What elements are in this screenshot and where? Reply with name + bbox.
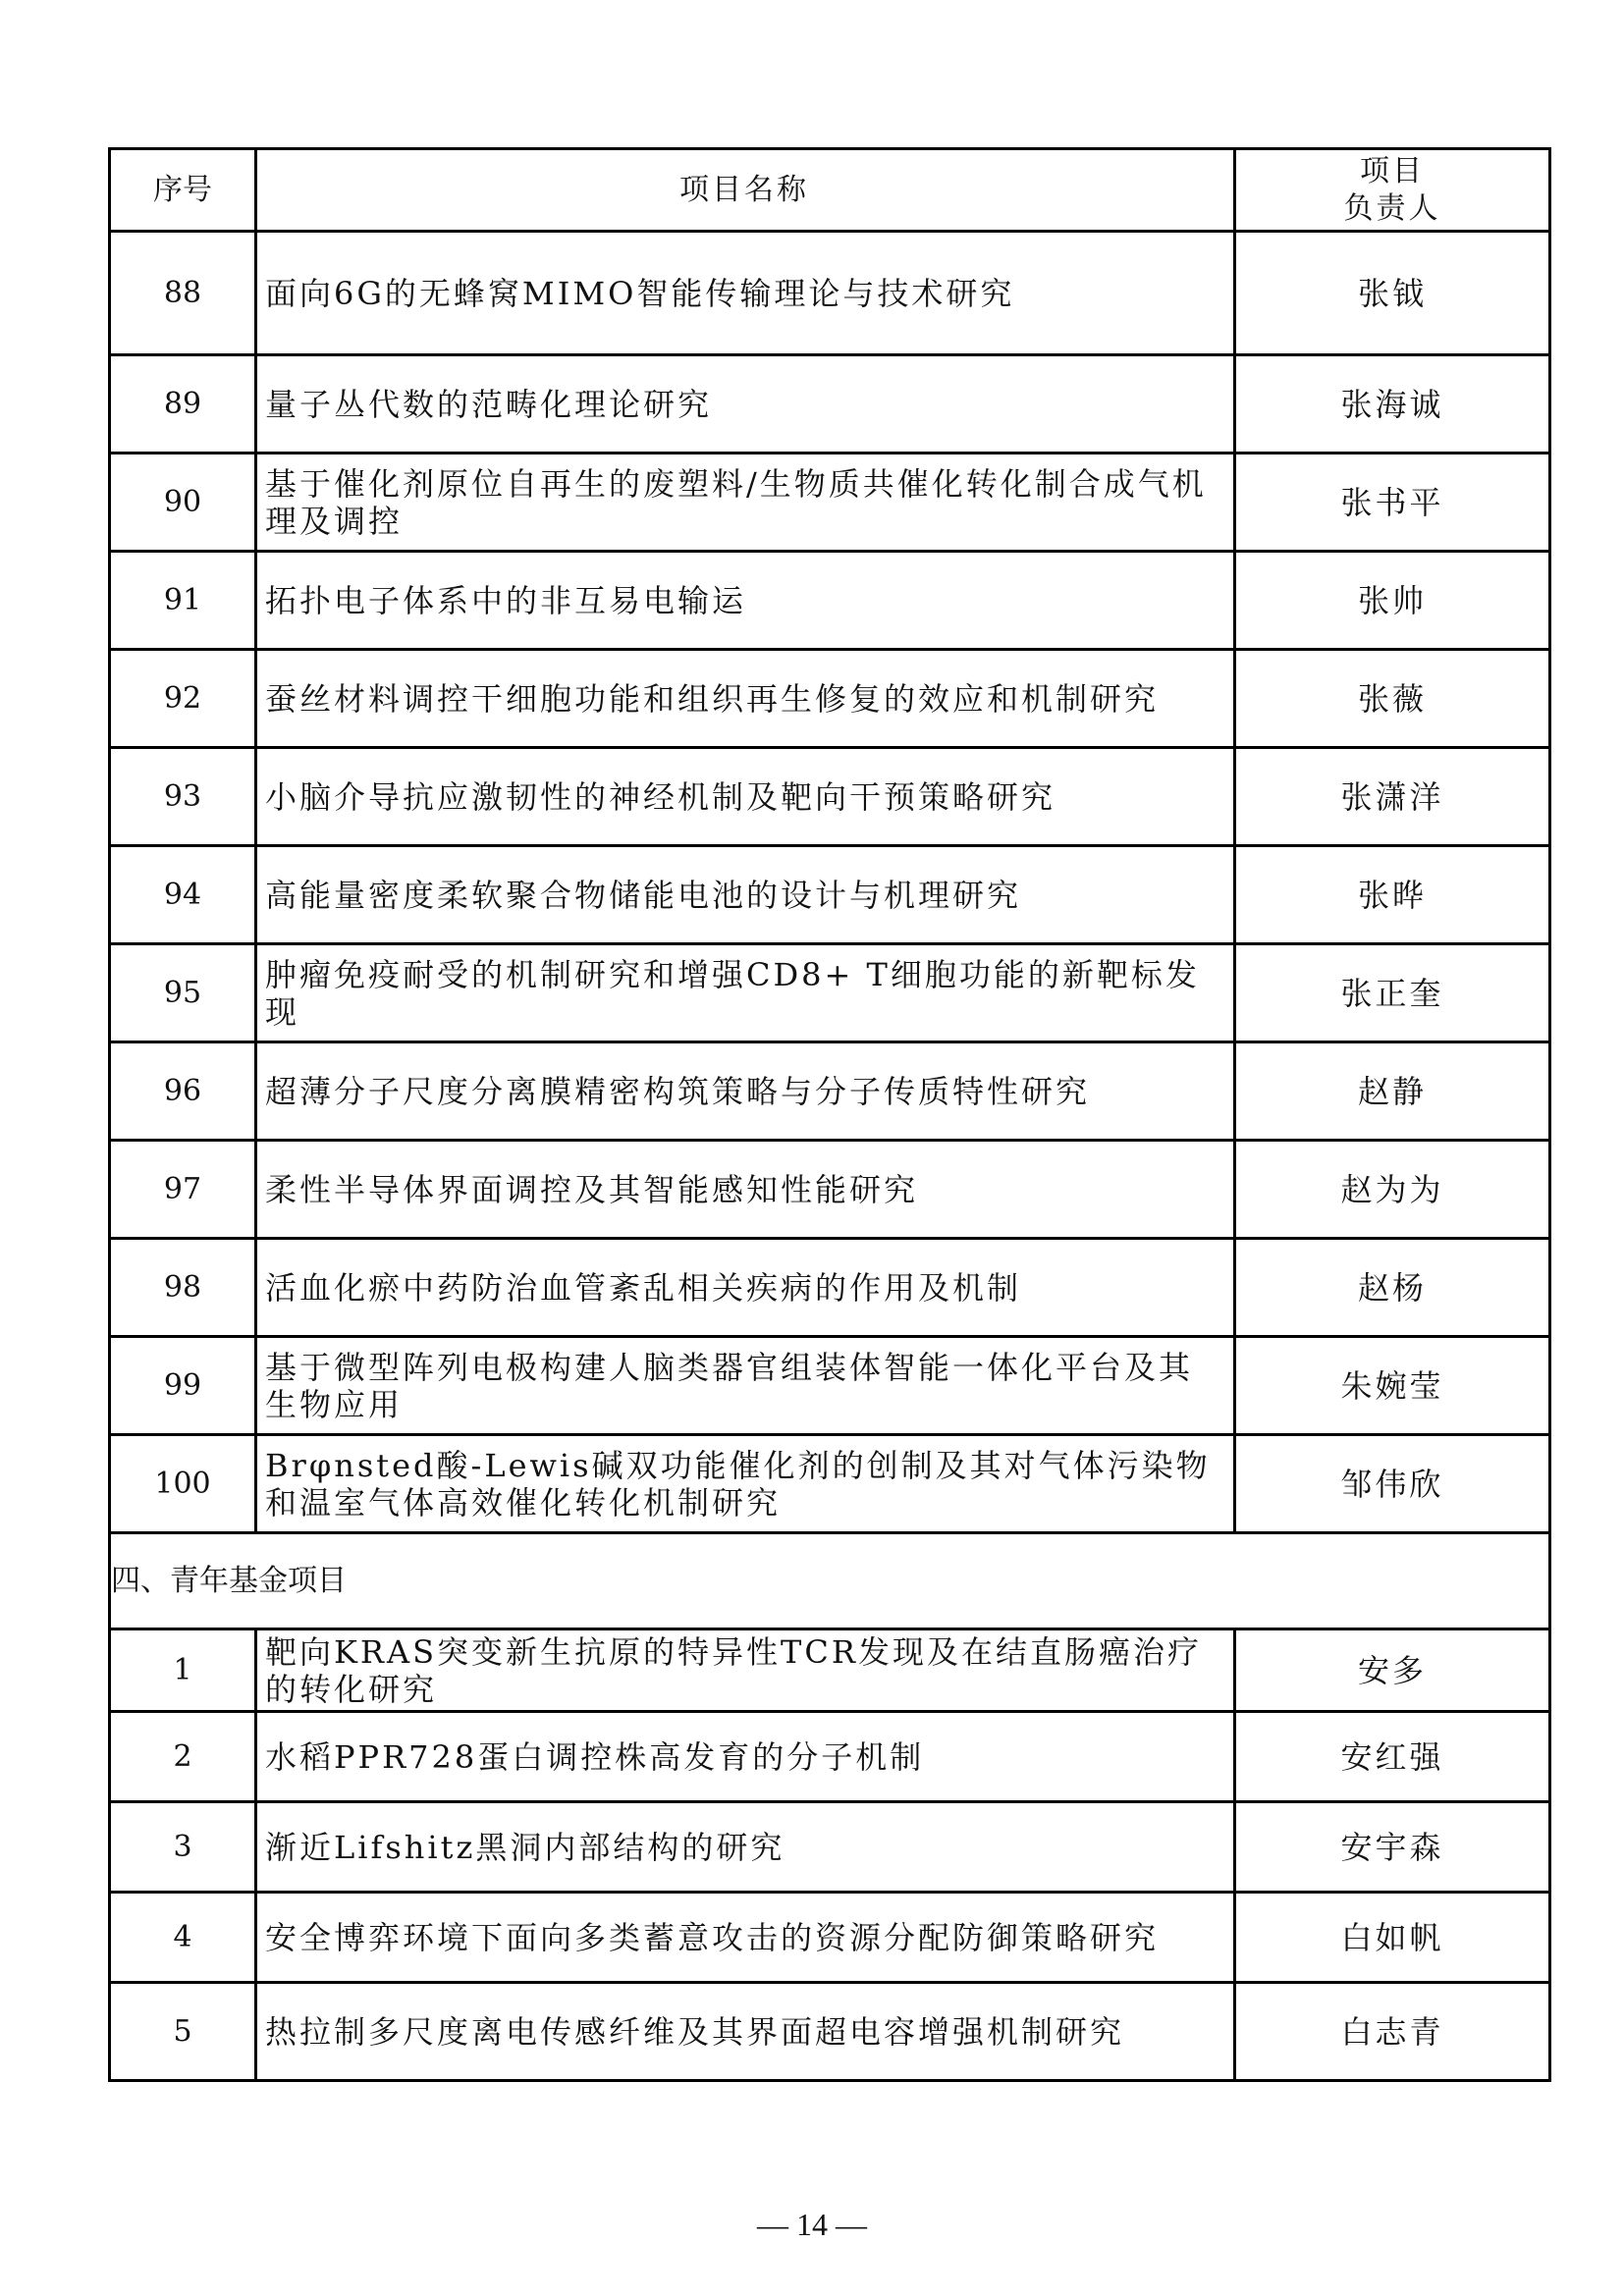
row-leader: 张钺 <box>1235 232 1550 355</box>
row-leader: 张帅 <box>1235 552 1550 650</box>
header-leader <box>1235 149 1550 232</box>
table-row <box>110 232 1550 355</box>
row-name: 肿瘤免疫耐受的机制研究和增强CD8+ T细胞功能的新靶标发现 <box>256 944 1235 1042</box>
row-no: 95 <box>110 944 256 1042</box>
table-header-row <box>110 149 1550 232</box>
row-leader: 安多 <box>1235 1629 1550 1712</box>
row-no: 89 <box>110 355 256 454</box>
row-leader: 赵杨 <box>1235 1239 1550 1337</box>
section-title: 四、青年基金项目 <box>110 1533 1550 1629</box>
row-name: 柔性半导体界面调控及其智能感知性能研究 <box>256 1141 1235 1239</box>
row-no: 98 <box>110 1239 256 1337</box>
table-row <box>110 454 1550 552</box>
header-leader-line2: 负责人 <box>1343 190 1441 226</box>
table-row <box>110 1629 1550 1712</box>
row-name: 拓扑电子体系中的非互易电输运 <box>256 552 1235 650</box>
row-name: 小脑介导抗应激韧性的神经机制及靶向干预策略研究 <box>256 748 1235 846</box>
table-row <box>110 944 1550 1042</box>
row-name: 基于微型阵列电极构建人脑类器官组装体智能一体化平台及其生物应用 <box>256 1337 1235 1435</box>
table-row <box>110 748 1550 846</box>
table-row <box>110 1141 1550 1239</box>
row-leader: 朱婉莹 <box>1235 1337 1550 1435</box>
table-row <box>110 1435 1550 1533</box>
table-row <box>110 846 1550 944</box>
table-row <box>110 355 1550 454</box>
row-leader: 赵为为 <box>1235 1141 1550 1239</box>
row-leader: 张晔 <box>1235 846 1550 944</box>
table-row <box>110 1802 1550 1893</box>
row-name: 安全博弈环境下面向多类蓄意攻击的资源分配防御策略研究 <box>256 1893 1235 1983</box>
table-row <box>110 1712 1550 1802</box>
row-leader: 安宇森 <box>1235 1802 1550 1893</box>
row-name: 超薄分子尺度分离膜精密构筑策略与分子传质特性研究 <box>256 1042 1235 1141</box>
row-name: 渐近Lifshitz黑洞内部结构的研究 <box>256 1802 1235 1893</box>
row-no: 97 <box>110 1141 256 1239</box>
row-leader: 邹伟欣 <box>1235 1435 1550 1533</box>
row-no: 99 <box>110 1337 256 1435</box>
table-row <box>110 1337 1550 1435</box>
row-leader: 张薇 <box>1235 650 1550 748</box>
row-leader: 白如帆 <box>1235 1893 1550 1983</box>
table-row <box>110 1239 1550 1337</box>
row-no: 96 <box>110 1042 256 1141</box>
row-no: 92 <box>110 650 256 748</box>
table-row <box>110 650 1550 748</box>
row-name: 热拉制多尺度离电传感纤维及其界面超电容增强机制研究 <box>256 1983 1235 2081</box>
row-no: 88 <box>110 232 256 355</box>
row-no: 1 <box>110 1629 256 1712</box>
table-row <box>110 1893 1550 1983</box>
row-name: Brφnsted酸-Lewis碱双功能催化剂的创制及其对气体污染物和温室气体高效催化转化机制研究 <box>256 1435 1235 1533</box>
table-row <box>110 1983 1550 2081</box>
row-no: 91 <box>110 552 256 650</box>
row-leader: 赵静 <box>1235 1042 1550 1141</box>
row-no: 90 <box>110 454 256 552</box>
row-no: 93 <box>110 748 256 846</box>
project-table <box>108 147 1551 2082</box>
row-no: 100 <box>110 1435 256 1533</box>
row-name: 基于催化剂原位自再生的废塑料/生物质共催化转化制合成气机理及调控 <box>256 454 1235 552</box>
row-name: 蚕丝材料调控干细胞功能和组织再生修复的效应和机制研究 <box>256 650 1235 748</box>
row-no: 5 <box>110 1983 256 2081</box>
row-leader: 张潇洋 <box>1235 748 1550 846</box>
row-name: 水稻PPR728蛋白调控株高发育的分子机制 <box>256 1712 1235 1802</box>
page-number: — 14 — <box>757 2207 867 2242</box>
row-name: 活血化瘀中药防治血管紊乱相关疾病的作用及机制 <box>256 1239 1235 1337</box>
header-no: 序号 <box>110 149 256 232</box>
row-name: 面向6G的无蜂窝MIMO智能传输理论与技术研究 <box>256 232 1235 355</box>
row-no: 3 <box>110 1802 256 1893</box>
row-name: 量子丛代数的范畴化理论研究 <box>256 355 1235 454</box>
section-row <box>110 1533 1550 1629</box>
row-name: 高能量密度柔软聚合物储能电池的设计与机理研究 <box>256 846 1235 944</box>
table-row <box>110 1042 1550 1141</box>
row-no: 2 <box>110 1712 256 1802</box>
row-no: 4 <box>110 1893 256 1983</box>
row-leader: 安红强 <box>1235 1712 1550 1802</box>
row-leader: 张书平 <box>1235 454 1550 552</box>
row-name: 靶向KRAS突变新生抗原的特异性TCR发现及在结直肠癌治疗的转化研究 <box>256 1629 1235 1712</box>
row-no: 94 <box>110 846 256 944</box>
header-leader-line1: 项目 <box>1360 153 1425 188</box>
header-name: 项目名称 <box>256 149 1235 232</box>
row-leader: 张海诚 <box>1235 355 1550 454</box>
row-leader: 白志青 <box>1235 1983 1550 2081</box>
table-row <box>110 552 1550 650</box>
row-leader: 张正奎 <box>1235 944 1550 1042</box>
